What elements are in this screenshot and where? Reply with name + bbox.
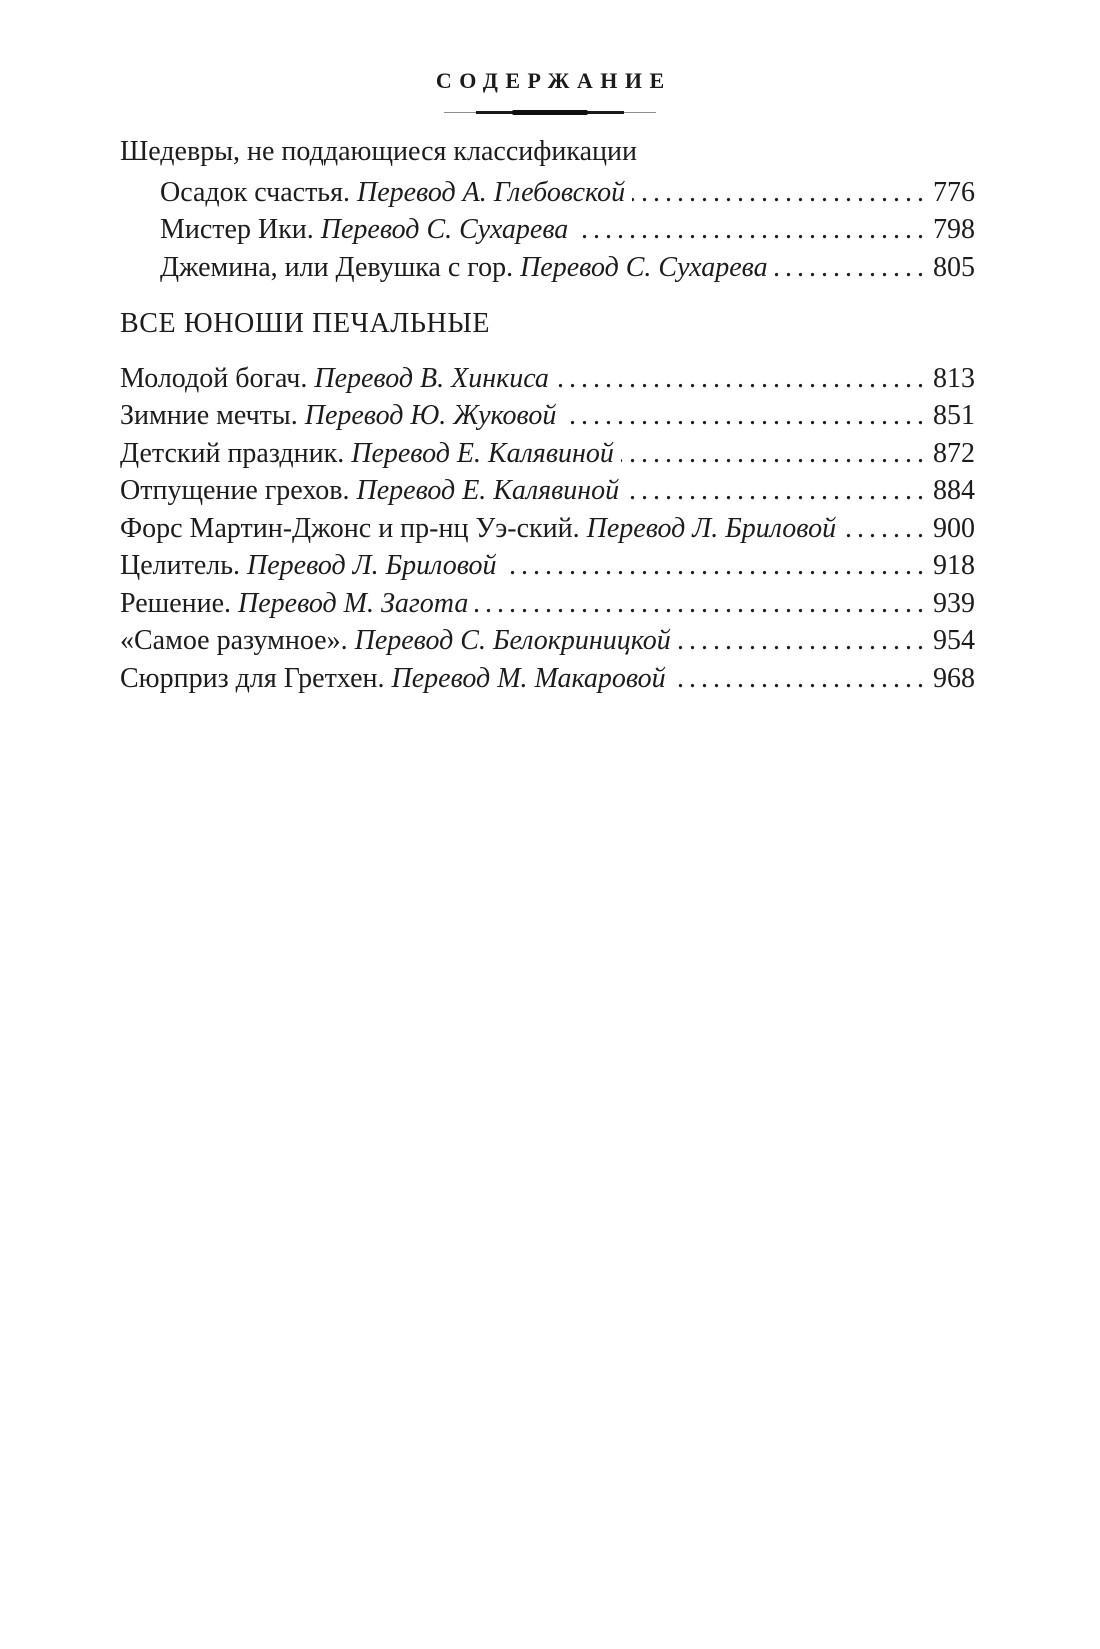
toc-entry-row [120,472,975,510]
entry-text [120,585,468,623]
section-entries [120,174,975,287]
dot-leader [621,435,929,473]
entry-page-number: 851 [933,400,975,431]
dot-leader [678,622,929,660]
entry-page-number: 872 [933,437,975,469]
entry-text [120,622,671,660]
entry-title: Мистер Ики. [160,214,314,245]
dot-leader [843,510,929,548]
entry-translator: Перевод Е. Калявиной [356,475,620,506]
entry-translator: Перевод Ю. Жуковой [304,400,557,431]
entry-text [160,249,768,287]
entry-translator: Перевод Л. Бриловой [247,550,497,581]
entry-page-number: 884 [933,475,975,506]
entry-text [160,211,568,249]
entry-translator: Перевод С. Белокриницкой [354,625,671,656]
entry-text [120,510,836,548]
section-entries [120,360,975,698]
entry-page-number: 798 [933,214,975,245]
entry-translator: Перевод М. Макаровой [391,662,666,694]
entry-page-number: 776 [933,176,975,208]
toc-entry-row [120,510,975,548]
entry-page-number: 954 [933,625,975,656]
toc-entry-row [120,174,975,212]
entry-translator: Перевод Е. Калявиной [351,437,614,469]
entry-translator: Перевод Л. Бриловой [586,512,837,544]
divider-thick-line [512,110,588,115]
entry-text [120,360,549,398]
entry-title: «Самое разумное». [120,625,348,656]
dot-leader [575,211,929,249]
toc-entry-row [120,397,975,435]
entry-page-number: 805 [933,251,975,283]
entry-page-number: 939 [933,587,975,619]
dot-leader [775,249,929,287]
entry-translator: Перевод С. Сухарева [520,251,768,283]
decorative-divider [444,110,656,115]
entry-title: Осадок счастья. [160,176,350,208]
entry-page-number: 968 [933,662,975,694]
dot-leader [673,660,929,698]
toc-entry-row [120,622,975,660]
entry-text [120,397,556,435]
dot-leader [556,360,929,398]
entry-title: Сюрприз для Гретхен. [120,662,385,694]
dot-leader [632,174,929,212]
entry-title: Детский праздник. [120,437,345,469]
entry-title: Джемина, или Девушка с гор. [160,251,514,283]
toc-entry-row [120,211,975,249]
entry-title: Отпущение грехов. [120,475,350,506]
entry-title: Решение. [120,587,232,619]
dot-leader [626,472,929,510]
dot-leader [475,585,929,623]
table-of-contents [120,133,975,697]
toc-entry-row [120,435,975,473]
entry-title: Зимние мечты. [120,400,298,431]
dot-leader [504,547,930,585]
toc-entry-row [120,547,975,585]
entry-text [120,435,614,473]
entry-page-number: 918 [933,550,975,581]
entry-translator: Перевод А. Глебовской [356,176,626,208]
toc-entry-row [120,660,975,698]
entry-title: Целитель. [120,550,241,581]
entry-translator: Перевод М. Загота [238,587,469,619]
toc-section [120,305,975,697]
entry-text [120,660,666,698]
entry-text [120,472,619,510]
entry-translator: Перевод С. Сухарева [320,214,569,245]
entry-text [120,547,497,585]
entry-title: Форс Мартин-Джонс и пр-нц Уэ-ский. [120,512,580,544]
entry-translator: Перевод В. Хинкиса [314,362,549,394]
entry-page-number: 813 [933,362,975,394]
entry-title: Молодой богач. [120,362,308,394]
page-title: СОДЕРЖАНИЕ [435,68,672,93]
dot-leader [563,397,929,435]
entry-text [160,174,625,212]
toc-section [120,133,975,286]
section-heading: Шедевры, не поддающиеся классификации [120,136,637,167]
entry-page-number: 900 [933,512,975,544]
toc-entry-row [120,249,975,287]
section-heading: ВСЕ ЮНОШИ ПЕЧАЛЬНЫЕ [120,308,491,339]
toc-entry-row [120,585,975,623]
toc-entry-row [120,360,975,398]
